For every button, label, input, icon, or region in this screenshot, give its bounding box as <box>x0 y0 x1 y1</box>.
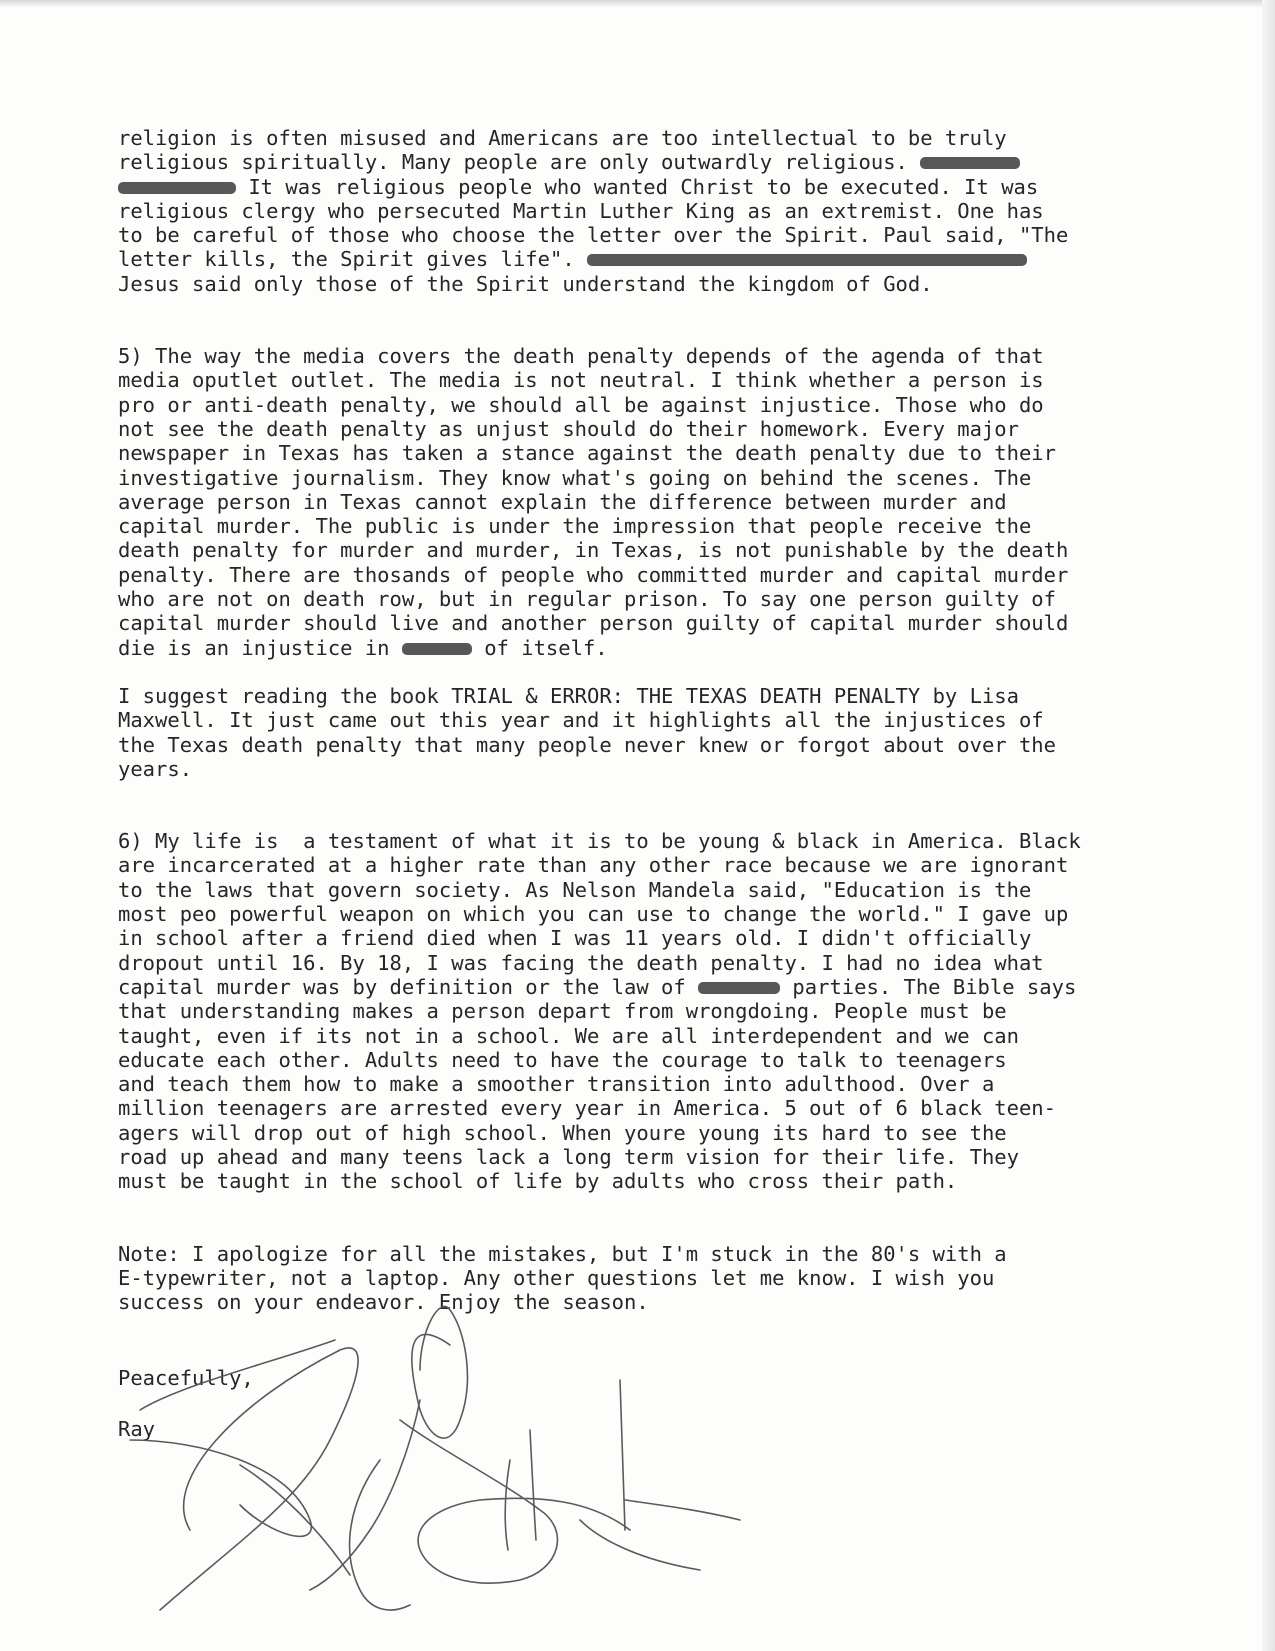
text-line: death penalty for murder and murder, in Texas, is not punishable by the death <box>118 538 1069 563</box>
text-line: must be taught in the school of life by adults who cross their path. <box>118 1169 958 1194</box>
text-line: to the laws that govern society. As Nelson Mandela said, "Education is the <box>118 877 1032 902</box>
text-line: and teach them how to make a smoother transition into adulthood. Over a <box>118 1072 995 1097</box>
redaction-mark <box>118 182 236 194</box>
text-line: pro or anti-death penalty, we should all be against injustice. Those who do <box>118 392 1044 417</box>
paragraph-answer-5 <box>118 344 1078 660</box>
page-top-edge <box>0 0 1262 7</box>
text-line: not see the death penalty as unjust should do their homework. Every major <box>118 416 1019 441</box>
text-line: million teenagers are arrested every year in America. 5 out of 6 black teen- <box>118 1096 1056 1121</box>
text-line: media oputlet outlet. The media is not neutral. I think whether a person is <box>118 368 1044 393</box>
text-line: capital murder should live and another person guilty of capital murder should <box>118 611 1069 636</box>
redaction-mark <box>920 157 1020 169</box>
text-line: educate each other. Adults need to have the courage to talk to teenagers <box>118 1047 1007 1072</box>
text-line: religious clergy who persecuted Martin Luther King as an extremist. One has <box>118 198 1044 223</box>
signature-image <box>120 1290 770 1620</box>
closing-salutation: Peacefully, <box>118 1366 254 1391</box>
text-line: capital murder was by definition or the law of parties. The Bible says <box>118 974 1077 999</box>
text-line: capital murder. The public is under the impression that people receive the <box>118 514 1032 539</box>
text-line: Note: I apologize for all the mistakes, but I'm stuck in the 80's with a <box>118 1241 1007 1266</box>
text-line: that understanding makes a person depart from wrongdoing. People must be <box>118 999 1007 1024</box>
text-line: are incarcerated at a higher rate than any other race because we are ignorant <box>118 853 1069 878</box>
signer-name: Ray <box>118 1416 156 1441</box>
text-line: road up ahead and many teens lack a long term vision for their life. They <box>118 1144 1019 1169</box>
letter-page <box>118 126 1081 1441</box>
page-right-edge <box>1262 0 1275 1651</box>
text-line: religious spiritually. Many people are only outwardly religious. <box>118 150 1078 174</box>
text-line: die is an injustice in of itself. <box>118 635 608 660</box>
redaction-mark <box>587 254 1027 266</box>
text-line: to be careful of those who choose the letter over the Spirit. Paul said, "The <box>118 223 1069 248</box>
text-line: success on your endeavor. Enjoy the season. <box>118 1290 649 1315</box>
text-line: E-typewriter, not a laptop. Any other questions let me know. I wish you <box>118 1265 995 1290</box>
paragraph-continuation <box>118 126 1078 296</box>
text-line: the Texas death penalty that many people never knew or forgot about over the <box>118 732 1056 757</box>
text-line: agers will drop out of high school. When youre young its hard to see the <box>118 1120 1007 1145</box>
text-line: Jesus said only those of the Spirit understand the kingdom of God. <box>118 271 933 296</box>
text-line: I suggest reading the book TRIAL & ERROR: THE TEXAS DEATH PENALTY by Lisa <box>118 683 1019 708</box>
text-line: who are not on death row, but in regular prison. To say one person guilty of <box>118 587 1056 612</box>
text-line: penalty. There are thosands of people who committed murder and capital murder <box>118 562 1069 587</box>
text-line: investigative journalism. They know what's going on behind the scenes. The <box>118 465 1032 490</box>
text-line: religion is often misused and Americans are too intellectual to be truly <box>118 126 1007 150</box>
text-line: 6) My life is a testament of what it is to be young & black in America. Black <box>118 829 1081 854</box>
text-line: average person in Texas cannot explain the difference between murder and <box>118 489 1007 514</box>
text-line: newspaper in Texas has taken a stance against the death penalty due to their <box>118 441 1056 466</box>
text-line: dropout until 16. By 18, I was facing the death penalty. I had no idea what <box>118 950 1044 975</box>
text-line: taught, even if its not in a school. We are all interdependent and we can <box>118 1023 1019 1048</box>
redaction-mark <box>698 982 780 994</box>
paragraph-answer-6 <box>118 829 1081 1194</box>
text-line: Maxwell. It just came out this year and it highlights all the injustices of <box>118 708 1044 733</box>
text-line: years. <box>118 756 193 781</box>
text-line: most peo powerful weapon on which you can use to change the world." I gave up <box>118 902 1069 927</box>
text-line: It was religious people who wanted Christ to be executed. It was <box>118 175 1078 199</box>
text-line: in school after a friend died when I was 11 years old. I didn't officially <box>118 926 1032 951</box>
redaction-mark <box>402 643 472 655</box>
text-line: letter kills, the Spirit gives life". <box>118 247 1078 271</box>
text-line: 5) The way the media covers the death penalty depends of the agenda of that <box>118 344 1044 369</box>
paragraph-book-suggestion <box>118 684 1078 781</box>
